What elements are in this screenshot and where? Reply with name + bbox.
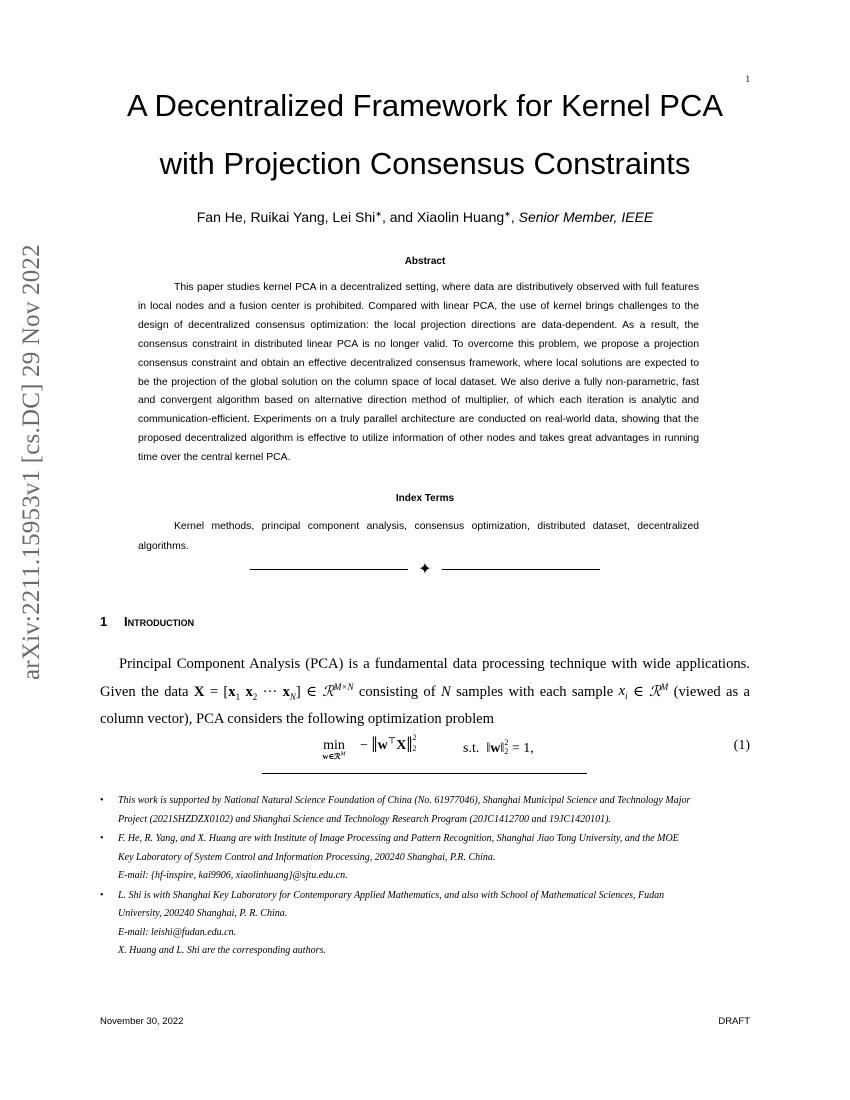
- eq-min: min: [323, 738, 345, 753]
- author-names-2: , and Xiaolin Huang: [381, 209, 505, 225]
- author-names-1: Fan He, Ruikai Yang, Lei Shi: [196, 209, 376, 225]
- bullet-icon: •: [100, 889, 104, 901]
- footer-date: November 30, 2022: [100, 1016, 184, 1027]
- footnote-rule: [262, 773, 587, 774]
- bullet-icon: •: [100, 795, 104, 806]
- index-terms-text: Kernel methods, principal component analysis, consensus optimization, distributed dataset, decentralized algorithms.: [138, 521, 699, 552]
- footnote-affiliation-sjtu: • F. He, R. Yang, and X. Huang are with Institute of Image Processing and Pattern Recognition, Shanghai Jiao Tong University, and the MOE Key Laboratory of System Control and Information Processing, 200240 Shanghai, P.R. China. E-mail: {hf-inspire, kai9906, xiaolinhuang}@sjtu.edu.cn.: [100, 830, 750, 886]
- footnote-affiliation-fudan: • L. Shi is with Shanghai Key Laboratory for Contemporary Applied Mathematics, and also with School of Mathematical Sciences, Fudan University, 200240 Shanghai, P. R. China. E-mail: leishi@fudan.edu.cn. X. Huang and L. Shi are the corresponding authors.: [100, 887, 750, 961]
- author-member: Senior Member, IEEE: [518, 209, 654, 225]
- title-line-1: A Decentralized Framework for Kernel PCA: [126, 88, 724, 123]
- footnotes: [100, 792, 750, 961]
- author-sep: ,: [510, 209, 519, 225]
- index-terms-heading: Index Terms: [395, 493, 455, 504]
- eq-st: s.t.: [463, 741, 480, 756]
- equation-label: (1): [733, 738, 750, 753]
- corresponding-mark-1: ∗: [375, 209, 382, 219]
- abstract-text: This paper studies kernel PCA in a decentralized setting, where data are distributively observed with full features in local nodes and a fusion center is prohibited. Compared with linear PCA, the use of kernel brings challenges to the design of decentralized consensus optimization: the local projection directions are data-dependent. As a result, the consensus constraint in distributed linear PCA is no longer valid. To overcome this problem, we propose a projection consensus constraint and obtain an effective decentralized consensus framework, where local solutions are expected to be the projection of the global solution on the column space of local dataset. We also derive a fully non-parametric, fast and convergent algorithm based on alternative direction method of multiplier, of which each iteration is analytic and communication-efficient. Experiments on a truly parallel architecture are conducted on real-world data, showing that the proposed decentralized algorithm is effective to utilize information of other nodes and takes great advantages in running time over the central kernel PCA.: [138, 282, 699, 464]
- section-number: 1: [100, 614, 108, 629]
- intro-text-1: Principal Component Analysis (PCA) is a fundamental data processing technique with wide applications. Given the data: [100, 656, 750, 700]
- abstract-heading: Abstract: [404, 256, 446, 267]
- bullet-icon: •: [100, 833, 104, 844]
- footer-status: DRAFT: [718, 1016, 750, 1027]
- arxiv-side-banner: arXiv:2211.15953v1 [cs.DC] 29 Nov 2022: [18, 244, 45, 680]
- intro-paragraph: Principal Component Analysis (PCA) is a fundamental data processing technique with wide applications. Given the data $X = [x_1$ $x_2$ ··· $x_N$] ∈ ℛ$^{M\times N}$ consisting of N samples with each sample $x_i$ ∈ ℛ$^M$ (viewed as a column vector), PCA considers the following optimization problem: [100, 656, 751, 727]
- section-title: Introduction: [124, 614, 195, 629]
- section-heading: [100, 614, 194, 629]
- page-number: 1: [745, 74, 750, 84]
- intro-text-3: samples with each sample: [456, 683, 614, 700]
- equation-1: min w∈ℛ$^M$ − ‖w⊤X‖ 2 2 s.t. ‖w‖ 2 2 = 1,: [300, 738, 750, 768]
- eq-rhs: = 1,: [511, 741, 534, 756]
- eq-min-sub-sup: M: [340, 751, 346, 758]
- diamond-star-icon: ✦: [418, 561, 432, 578]
- intro-text-2: consisting of: [358, 683, 436, 700]
- eq-min-sub: w∈ℛ: [322, 752, 341, 761]
- title-line-2: with Projection Consensus Constraints: [159, 146, 691, 181]
- authors: [100, 209, 750, 225]
- corresponding-mark-2: ∗: [504, 209, 511, 219]
- section-divider: [250, 561, 600, 578]
- footnote-funding: • This work is supported by National Natural Science Foundation of China (No. 61977046), Shanghai Municipal Science and Technology Major Project (2021SHZDZX0102) and Shanghai Science and Technology Research Program (20JC1412700 and 19JC1420101).: [100, 792, 750, 829]
- intro-text-4: (viewed as a column vector), PCA considers the following optimization problem: [100, 683, 751, 727]
